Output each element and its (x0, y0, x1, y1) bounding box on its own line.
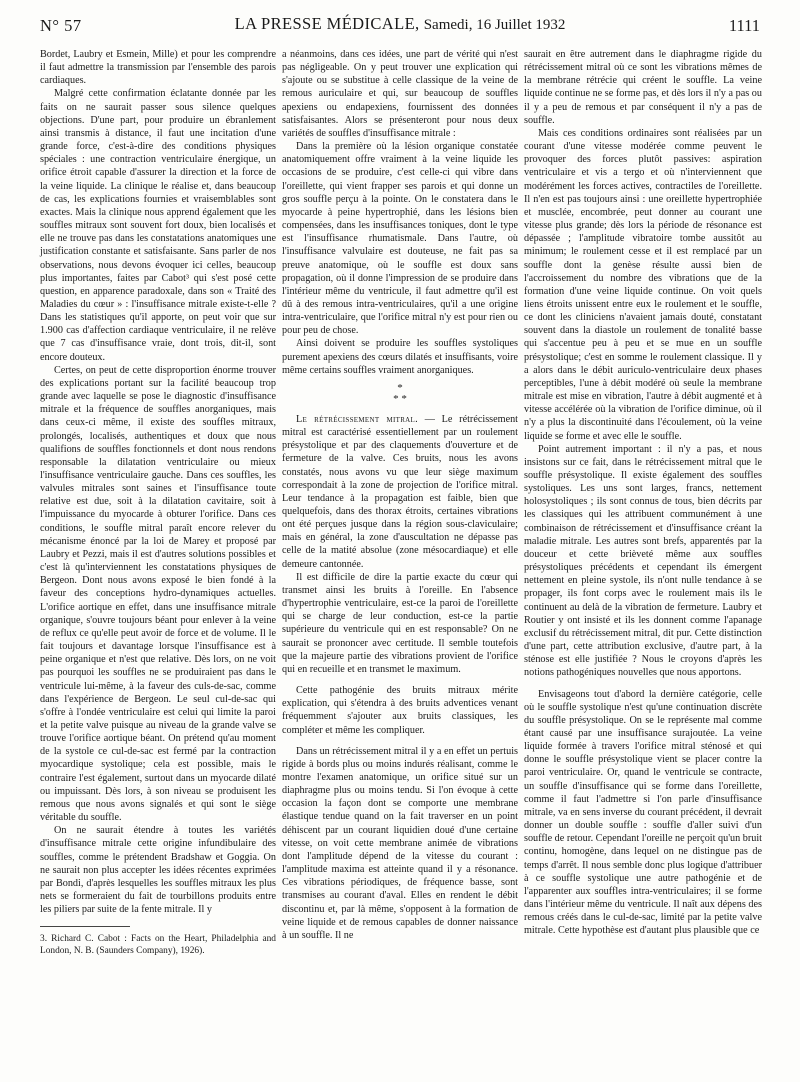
footnote-divider (40, 926, 130, 927)
journal-title-line (40, 14, 760, 34)
paragraph: Bordet, Laubry et Esmein, Mille) et pour les comprendre il faut admettre la transmission par l'ensemble des parois cardiaques. (40, 49, 276, 87)
page-header (40, 14, 760, 38)
paragraph: Certes, on peut de cette disproportion énorme trouver des explications portant sur la facilité beaucoup trop grande avec laquelle se pose le diagnostic d'insuffisance mitrale et la fréquence de souffles anorganiques, mais dans ceux-ci même, il existe des souffles mitraux, prolongés, localisés, authentiques et doux que nous qualifions de souffles fonctionnels et dont nous rendons responsable la dilatation ventriculaire ou mieux l'insuffisance ventriculaire gauche. Dans ces souffles, les valvules mitrales sont saines et l'insuffisance toute relative est due, soit à la dilatation cavitaire, soit à l'impuissance du myocarde à obturer l'orifice. Dans ces conditions, le souffle mitral paraît encore relever du mécanisme énoncé par la loi de Marey et proposé par Laubry et Pezzi, mais il est d'autres solutions possibles et c'est là qu'interviennent les constatations physiques de Bergeon. Dont nous avons exposé le bien fondé à la faveur des conceptions hydro-dynamiques actuelles. L'orifice aortique en effet, dans une insuffisance mitrale organique, s'ouvre toujours béant pour enlever à la veine de reflux ce qu'elle peut avoir de force et de volume. Il le fait toujours et davantage lorsque l'insuffisance est à peine organique et n'est que relative. Dès lors, on ne voit pas pourquoi les souffles ne se produiraient pas dans le ventricule lui-même, à la faveur des culs-de-sac, comme dans l'expérience de Bergeon. Le seul cul-de-sac qui s'offre à l'ondée ventriculaire est celui qui limite la paroi et la petite valve puisque au niveau de la grande valve se trouve l'orifice aortique béant. On prétend qu'au moment de la systole ce cul-de-sac est fermé par la contraction myocardique systolique; cela est possible, mais le contraire l'est également, surtout dans un myocarde dilaté ou impuissant. Dès lors, à son niveau se produisent les remous que nous avons signalés et qui sont le siège véritable du souffle. (40, 364, 276, 824)
page-number: 1111 (728, 16, 760, 35)
paragraph: Ainsi doivent se produire les souffles systoliques purement apexiens des cœurs dilatés et insuffisants, voire même certains souffles vraiment anorganiques. (282, 338, 518, 376)
paragraph: a néanmoins, dans ces idées, une part de vérité qui n'est pas négligeable. On y peut trouver une explication qui s'ajoute ou se substitue à celle classique de la veine de remous auriculaire et qui, sur beaucoup de souffles apexiens ou endapexiens, fournissent des données satisfaisantes. Alors se présenteront pour nous deux variétés de souffles d'insuffisance mitrale : (282, 49, 518, 139)
issue-date: Samedi, 16 Juillet 1932 (423, 17, 566, 33)
paragraph: Dans la première où la lésion organique constatée anatomiquement offre vraiment à la veine liquide les occasions de se produire, c'est celle-ci qui vibre dans l'oreillette, qui vient frapper ses parois et qui donne un gros souffle perçu à la pointe. On le constatera dans le myocarde à peine hypertrophié, dans les lésions bien compensées, dans les insuffisances toniques, dont le type est l'insuffisance rhumatismale. Dans l'autre, où l'insuffisance valvulaire est douteuse, ne fait pas sa preuve anatomique, où le souffle est doux sans propagation, où il donne l'impression de se produire dans l'intérieur même du ventricule, il faut admettre qu'il est dû à des remous intra-ventriculaires, qu'il a une origine intra-ventriculaire, que l'orifice mitral n'y est pour rien ou pour peu de chose. (282, 141, 518, 337)
column-2 (282, 48, 518, 942)
paragraph: saurait en être autrement dans le diaphragme rigide du rétrécissement mitral où ce sont les vibrations mêmes de la membrane rétrécie qui créent le souffle. La veine liquide continue ne se forme pas, et dès lors il n'y a pas ou il y a peu de remous et par conséquent il n'y a pas de souffle. (524, 49, 762, 126)
issue-number: N° 57 (40, 16, 82, 35)
paragraph-text: — Le rétrécissement mitral est caractérisé essentiellement par un roulement présystolique et par des claquements d'ouverture et de fermeture de la valve. Ces bruits, nous les avons constatés, nous avons vu que leur siège maximum correspondait à la zone de projection de l'orifice mitral. Leur tendance à la propagation est faible, bien que quelquefois, dans des thorax étroits, certaines vibrations ont été perçues jusque dans la région sous-claviculaire; mais en général, la zone d'auscultation ne dépasse pas celle de la matité absolue (zone mésocardiaque) et elle demeure cantonnée. (282, 413, 519, 570)
paragraph: Malgré cette confirmation éclatante donnée par les faits on ne saurait passer sous silence quelques objections. D'une part, pour produire un ébranlement ainsi transmis à distance, il faut une incitation d'une grande force, c'est-à-dire des conditions physiques spéciales : une contraction ventriculaire énergique, un orifice étroit capable d'assurer la direction et la force de la veine liquide. La clinique le réalise et, dans beaucoup de cas, les explications fournies et vraisemblables sont exactes. Mais la clinique nous apprend également que les souffles mitraux sont souvent fort doux, bien localisés et elle ne trouve pas dans les constatations anatomiques une justification constante et satisfaisante. Sans parler de nos observations, nous devons évoquer ici celles, beaucoup plus importantes, faites par Cabot³ qui s'est posé cette question, en apparence paradoxale, dans son « Traité des Maladies du cœur » : l'insuffisance mitrale existe-t-elle ? Dans les statistiques qu'il apporte, on peut voir que sur 1.900 cas d'affection cardiaque ventriculaire, il ne relève que 7 cas d'insuffisance vraie, dont trois, dit-il, sont encore douteux. (40, 88, 276, 363)
footnote: 3. Richard C. Cabot : Facts on the Heart, Philadelphia and London, N. B. (Saunders Company), 1926). (40, 934, 276, 957)
column-1 (40, 48, 276, 957)
column-3 (524, 48, 762, 937)
paragraph: Dans un rétrécissement mitral il y a en effet un pertuis rigide à bords plus ou moins indurés réalisant, comme le montre l'examen anatomique, un orifice situé sur un diaphragme plus ou moins tendu. Si l'on évoque à cette occasion la façon dont se comporte une membrane élastique tendue quand on la fait traverser en un point déhiscent par un courant liquidien doué d'une certaine vitesse, on voit cette membrane animée de vibrations dont l'amplitude dépend de la vitesse du courant : l'amplitude maxima est atteinte quand il y a résonance. Ces vibrations périodiques, de fréquence basse, sont transmises au courant d'aval. Elles en rendent le débit discontinu et, par là même, s'opposent à la formation de veine liquide et de remous capables de donner naissance à un souffle. Il ne (282, 745, 518, 941)
paragraph: On ne saurait étendre à toutes les variétés d'insuffisance mitrale cette origine infundibulaire des souffles, comme le prétendent Bradshaw et Goggia. On ne saurait non plus accepter les idées récentes exprimées par Bondi, d'après lesquelles les souffles mitraux les plus nets se formeraient du fait de tourbillons produits entre les piliers par suite de la fente mitrale. Il y (40, 825, 276, 916)
paragraph: Cette pathogénie des bruits mitraux mérite explication, qui s'étendra à des bruits adventices venant fréquemment s'ajouter aux bruits classiques, les compléter et même les compliquer. (282, 685, 518, 736)
journal-name: LA PRESSE MÉDICALE, (234, 14, 420, 33)
section-separator: * * * (393, 381, 407, 405)
paragraph: Envisageons tout d'abord la dernière catégorie, celle où le souffle systolique n'est qu'une continuation discrète du souffle présystolique. On se le représente mal comme étant causé par une insuffisance surajoutée. La veine liquide formée à travers l'orifice mitral sténosé et qui donne le souffle présystolique vient se placer contre la paroi ventriculaire. Or, quand le ventricule se contracte, un souffle d'insuffisance qui se forme dans l'oreillette, comme il faut l'admettre si l'on parle d'insuffisance mitrale, va en sens inverse du courant précédent, il devrait donner un double souffle : souffle d'aller suivi d'un souffle de retour. Cependant l'oreille ne perçoit qu'un bruit continu, homogène, dans lequel on ne distingue pas de temps d'arrêt. Il nous semble donc plus logique d'attribuer à ce souffle systolique une autre pathogénie et de l'apparenter aux souffles intra-ventriculaires; il se forme dans l'intérieur même du ventricule. Il naît aux dépens des remous créés dans le cul-de-sac, limité par la petite valve mitrale. Cette hypothèse est d'autant plus plausible que ce (524, 688, 763, 937)
paragraph (282, 413, 518, 571)
paragraph: Mais ces conditions ordinaires sont réalisées par un courant d'une vitesse modérée comme peuvent le provoquer des forces plutôt passives: aspiration ventriculaire et vis a tergo et où n'interviennent que modérément les forces actives, contractiles de l'oreillette. Il n'en est pas toujours ainsi : une oreillette hypertrophiée et musclée, encombrée, peut donner au courant une vitesse plus grande; dès lors la période de résonance est dépassée ; l'amplitude vibratoire tombe aussitôt au minimum; le roulement cesse et il est remplacé par un souffle dont la genèse résulte aussi bien de l'accroissement du nombre des vibrations que de la formation d'une veine liquide continue. On voit quels liens étroits unissent entre eux le roulement et le souffle, ce dont les cliniciens n'avaient jamais douté, constatant souvent dans la diastole un roulement de tonalité basse qui s'accentue peu à peu et se mue en un souffle présystolique; c'est en somme le roulement classique. Il y a alors dans le débit auriculo-ventriculaire deux phases perceptibles, l'une à débit modéré où seule la membrane mitrale est mise en vibration, l'autre à débit augmenté et à vitesse accélérée où la vibration de l'orifice diminue, où il n'y a plus la discontinuité dans l'écoulement, où la veine liquide se forme et avec elle le souffle. (524, 127, 762, 442)
paragraph: Point autrement important : il n'y a pas, et nous insistons sur ce fait, dans le rétrécissement mitral que le souffle présystolique. Il existe également des souffles systoliques. Les uns sont larges, francs, nettement holosystoliques ; ils sont connus de tous, bien décrits par les classiques qui les attribuent communément à une combinaison de rétrécissement et d'insuffisance créant la maladie mitrale. Les autres sont brefs, apparentés par la douceur et cette brièveté même aux souffles présystoliques précédents et cependant ils émergent nettement en pleine systole, ils n'ont nulle tendance à se propager, ils font corps avec le roulement mais ils le continuent au delà de la vibration de fermeture. Laubry et Routier y ont insisté et ils les donnent comme l'apanage exclusif du rétrécissement mitral, dit pur. Cette distinction d'une part, cette attribution exclusive, d'autre part, à la sténose est elle justifiée ? Nous le croyons d'après les notions pathogéniques nouvelles que nous apportons. (524, 443, 762, 679)
paragraph: Il est difficile de dire la partie exacte du cœur qui transmet ainsi les bruits à l'oreille. En l'absence d'hypertrophie ventriculaire, est-ce la paroi de l'oreillette qui se charge de leur conduction, est-ce la partie supérieure du ventricule qui en est responsable? On ne saurait se prononcer avec certitude. Il semble toutefois que la majeure partie des vibrations provient de l'orifice qui en recueille et en transmet le maximum. (282, 571, 518, 675)
section-heading: Le rétrécissement mitral. (296, 413, 418, 425)
